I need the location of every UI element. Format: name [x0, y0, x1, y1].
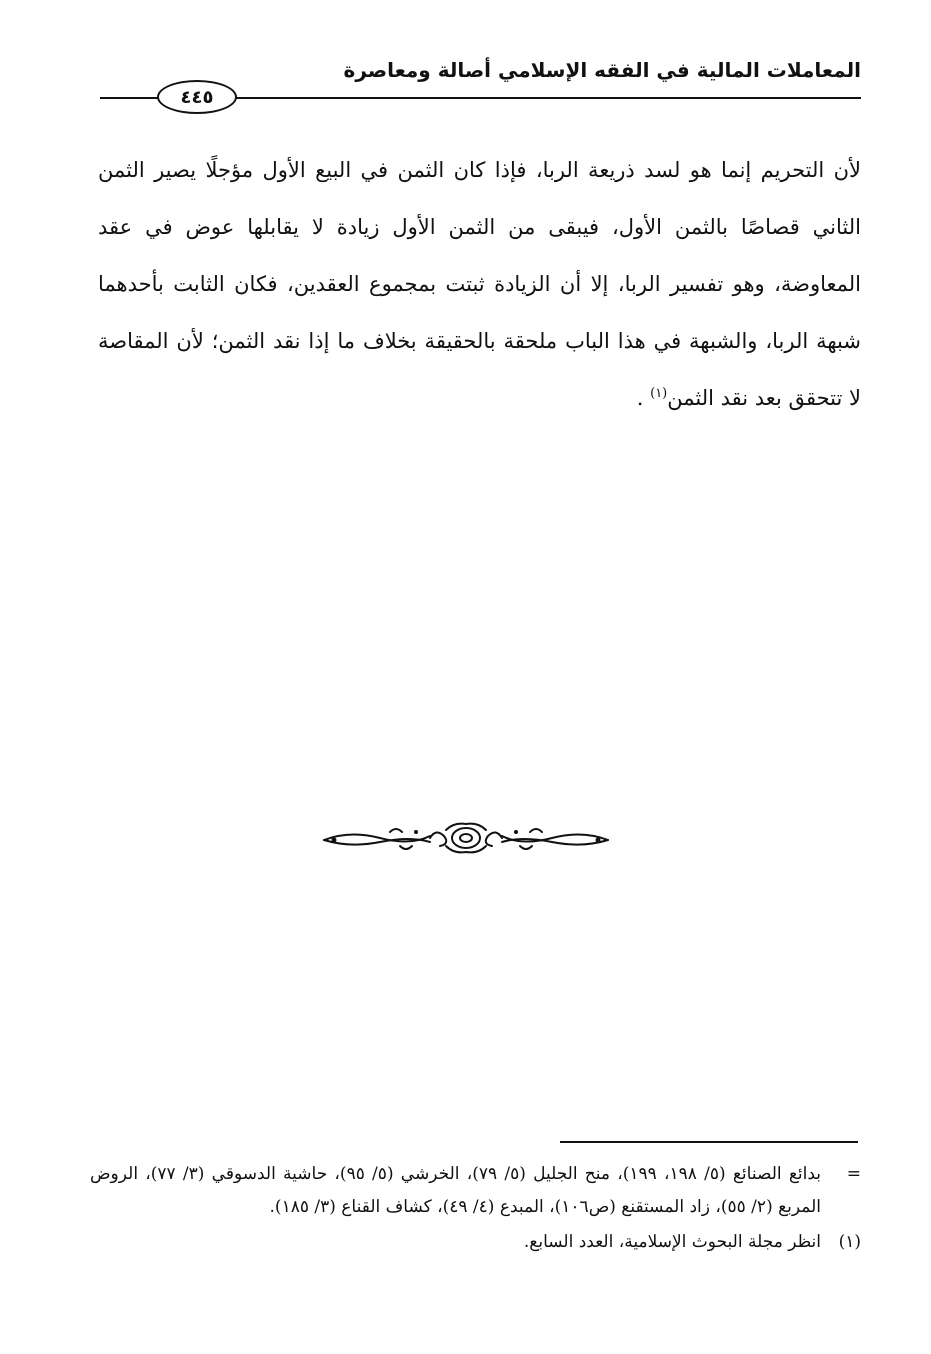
page-number: ٤٤٥ [157, 80, 237, 114]
footnote-text: بدائع الصنائع (٥/ ١٩٨، ١٩٩)، منح الجليل (٥/ ٧٩)، الخرشي (٥/ ٩٥)، حاشية الدسوقي (٣/ ٧٧)، الروض المربع (٢/ ٥٥)، زاد المستقنع (ص١٠٦)، المبدع (٤/ ٤٩)، كشاف القناع (٣/ ١٨٥). [90, 1164, 822, 1217]
footnote-text: انظر مجلة البحوث الإسلامية، العدد السابع. [523, 1232, 821, 1252]
paragraph-text: لأن التحريم إنما هو لسد ذريعة الربا، فإذا كان الثمن في البيع الأول مؤجلًا يصير الثمن الثاني قصاصًا بالثمن الأول، فيبقى من الثمن الأول زيادة لا يقابلها عوض في عقد المعاوضة، وهو تفسير الربا، إلا أن الزيادة ثبتت بمجموع العقدين، فكان الثابت بأحدهما شبهة الربا، والشبهة في هذا الباب ملحقة بالحقيقة بخلاف ما إذا نقد الثمن؛ لأن المقاصة لا تتحقق بعد نقد الثمن [98, 158, 861, 410]
footnote-marker: = [846, 1164, 861, 1184]
footnote-marker: (١) [838, 1232, 861, 1252]
end-punctuation: . [636, 386, 651, 410]
footnote-1 [90, 1226, 861, 1259]
footnote-rule [560, 1141, 858, 1143]
ornament-divider-icon [320, 818, 612, 858]
footnotes [90, 1158, 861, 1259]
running-title: المعاملات المالية في الفقه الإسلامي أصالة ومعاصرة [343, 58, 861, 82]
body-paragraph [98, 142, 861, 427]
footnote-reference: (١) [650, 386, 668, 401]
footnote-continued [90, 1158, 861, 1224]
